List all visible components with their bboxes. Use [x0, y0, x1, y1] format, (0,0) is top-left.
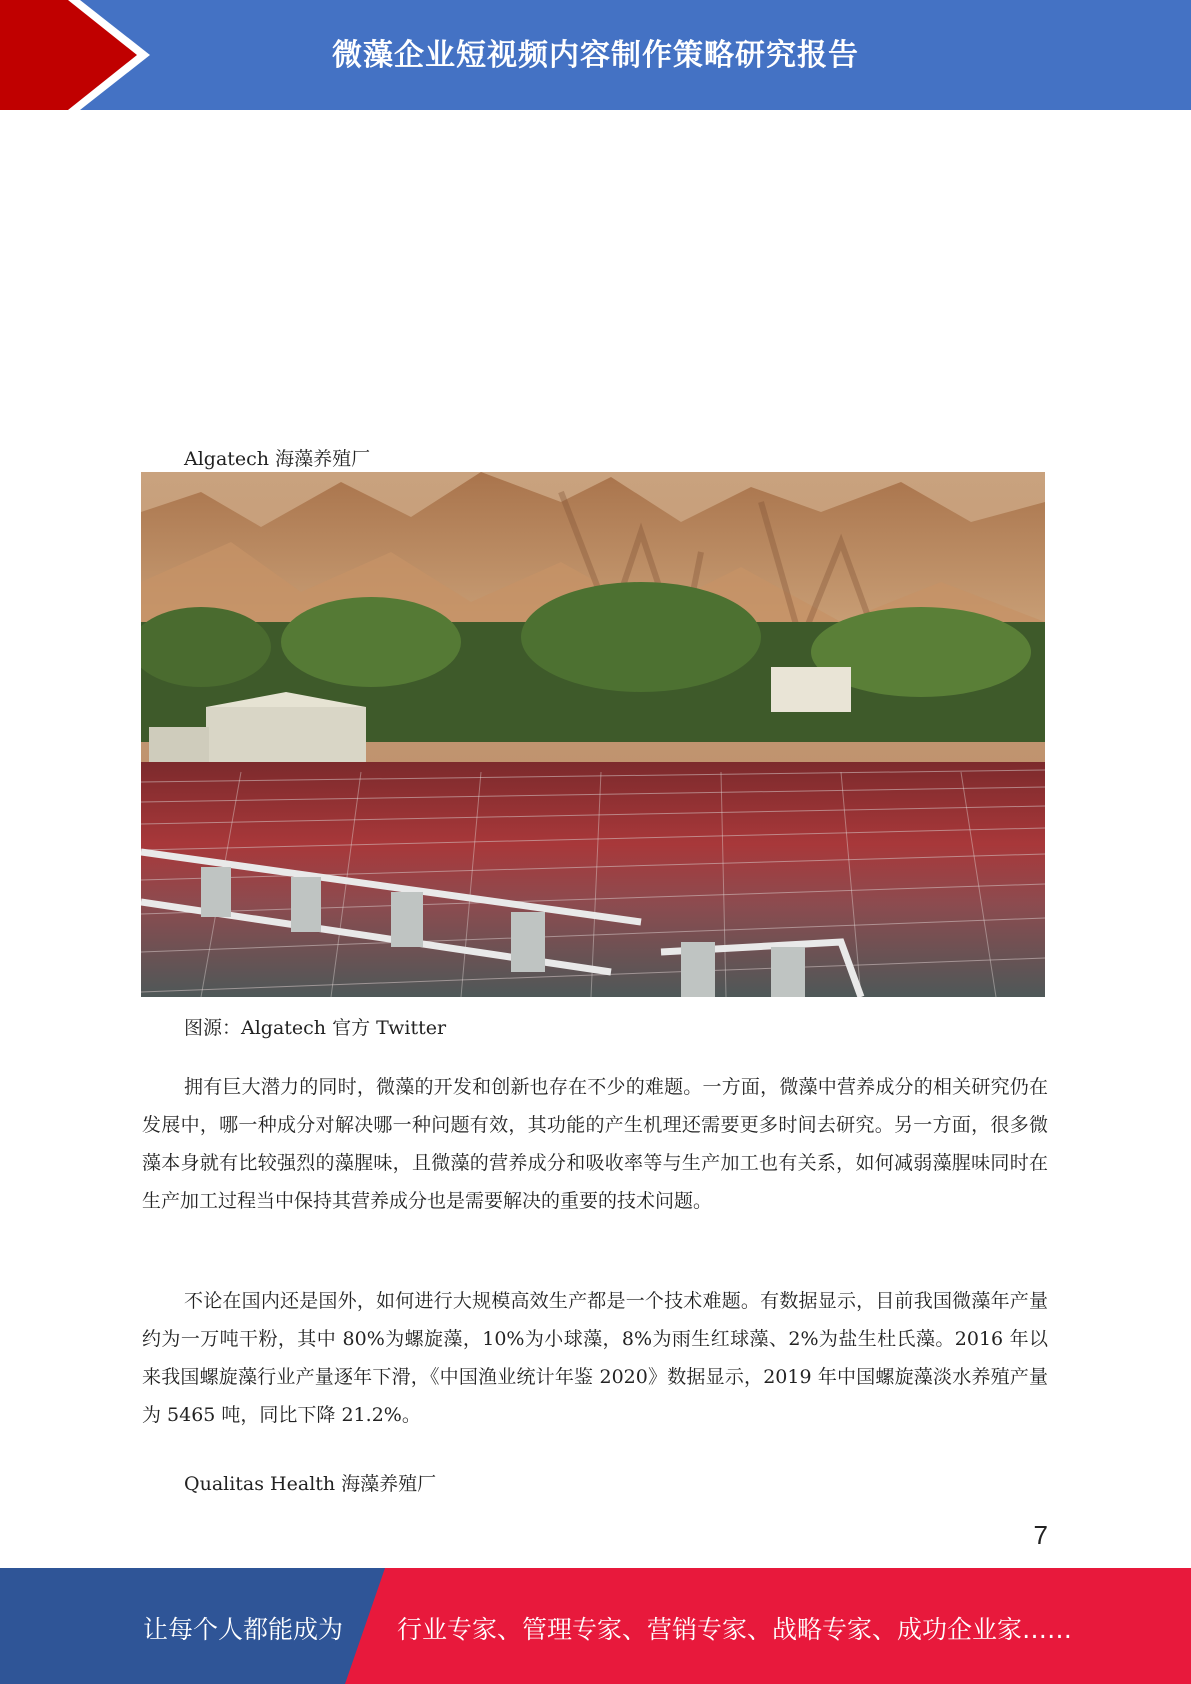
footer-slogan-left: 让每个人都能成为 — [143, 1615, 344, 1644]
algae-farm-photo-icon — [141, 472, 1045, 997]
footer-slogan-right: 行业专家、管理专家、营销专家、战略专家、成功企业家…… — [397, 1615, 1073, 1644]
paragraph-2: 不论在国内还是国外，如何进行大规模高效生产都是一个技术难题。有数据显示，目前我国微藻年产量约为一万吨干粉，其中 80%为螺旋藻，10%为小球藻，8%为雨生红球藻、2%为盐生杜氏藻。2016 年以来我国螺旋藻行业产量逐年下滑，《中国渔业统计年鉴 2020》数据显示，2019 年中国螺旋藻淡水养殖产量为 5465 吨，同比下降 21.2%。 — [142, 1290, 1048, 1426]
paragraph-1: 拥有巨大潜力的同时，微藻的开发和创新也存在不少的难题。一方面，微藻中营养成分的相关研究仍在发展中，哪一种成分对解决哪一种问题有效，其功能的产生机理还需要更多时间去研究。另一方面，很多微藻本身就有比较强烈的藻腥味，且微藻的营养成分和吸收率等与生产加工也有关系，如何减弱藻腥味同时在生产加工过程当中保持其营养成分也是需要解决的重要的技术问题。 — [142, 1076, 1048, 1212]
figure-source: 图源：Algatech 官方 Twitter — [184, 1017, 447, 1039]
report-title: 微藻企业短视频内容制作策略研究报告 — [332, 38, 859, 73]
algae-farm-photo — [141, 472, 1045, 997]
page-number: 7 — [1033, 1520, 1048, 1550]
page-footer — [0, 1568, 1191, 1684]
next-figure-caption: Qualitas Health 海藻养殖厂 — [184, 1473, 437, 1495]
page-header — [0, 0, 1191, 110]
figure-caption: Algatech 海藻养殖厂 — [184, 448, 371, 470]
